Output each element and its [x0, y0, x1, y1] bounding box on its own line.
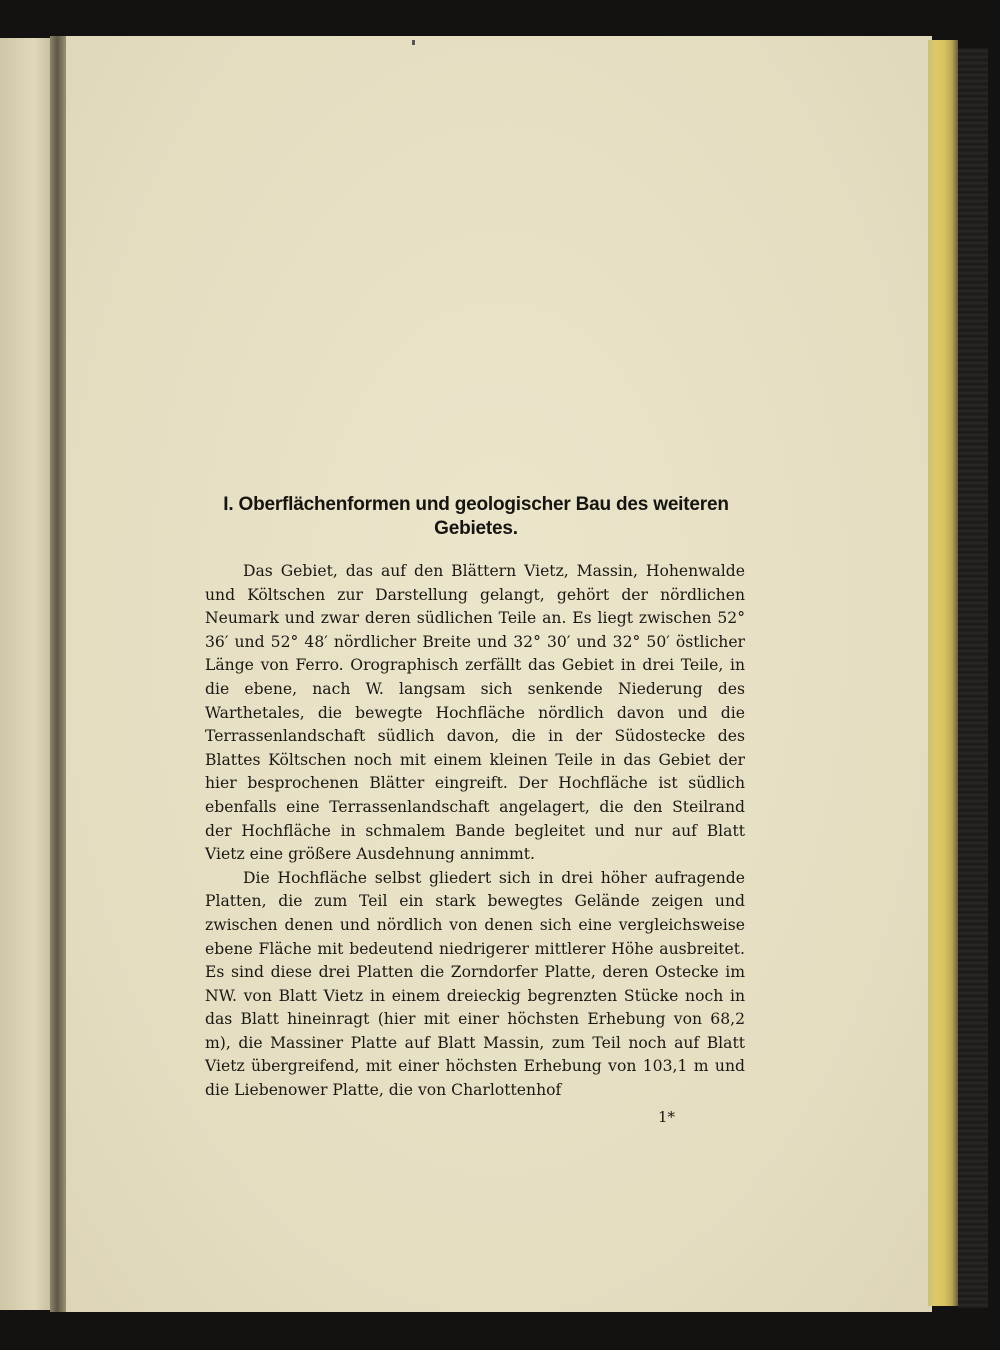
book-binding	[958, 48, 988, 1308]
paragraph: Das Gebiet, das auf den Blättern Vietz, Massin, Hohenwalde und Költschen zur Darstellung gelangt, gehört der nördlichen Neumark und zwar deren südlichen Teile an. Es liegt zwischen 52° 36′ und 52° 48′ nördlicher Breite und 32° 30′ und 32° 50′ östlicher Länge von Ferro. Orographisch zerfällt das Gebiet in drei Teile, in die ebene, nach W. langsam sich senkende Niederung des Warthetales, die bewegte Hochfläche nördlich davon und die Terrassenlandschaft südlich davon, die in der Südostecke des Blattes Költschen noch mit einem kleinen Teile in das Gebiet der hier besprochenen Blätter eingreift. Der Hochfläche ist südlich ebenfalls eine Terrassenlandschaft angelagert, die den Steilrand der Hochfläche in schmalem Bande begleitet und nur auf Blatt Vietz eine größere Ausdehnung annimmt.	[205, 562, 745, 864]
section-heading: I. Oberflächenformen und geologischer Bau des weiteren Gebietes.	[223, 494, 729, 539]
page-edges	[928, 40, 958, 1306]
signature-mark: 1*	[658, 1108, 676, 1126]
print-mark	[412, 40, 415, 45]
body-text	[205, 560, 745, 1103]
paragraph: Die Hochfläche selbst gliedert sich in drei höher aufragende Platten, die zum Teil ein stark bewegtes Gelände zeigen und zwischen denen und nördlich von denen sich eine vergleichsweise ebene Fläche mit bedeutend niedrigerer mittlerer Höhe ausbreitet. Es sind diese drei Platten die Zorndorfer Platte, deren Ostecke im NW. von Blatt Vietz in einem dreieckig begrenzten Stücke noch in das Blatt hineinragt (hier mit einer höchsten Erhebung von 68,2 m), die Massiner Platte auf Blatt Massin, zum Teil noch auf Blatt Vietz übergreifend, mit einer höchsten Erhebung von 103,1 m und die Liebenower Platte, die von Charlottenhof	[205, 868, 745, 1100]
